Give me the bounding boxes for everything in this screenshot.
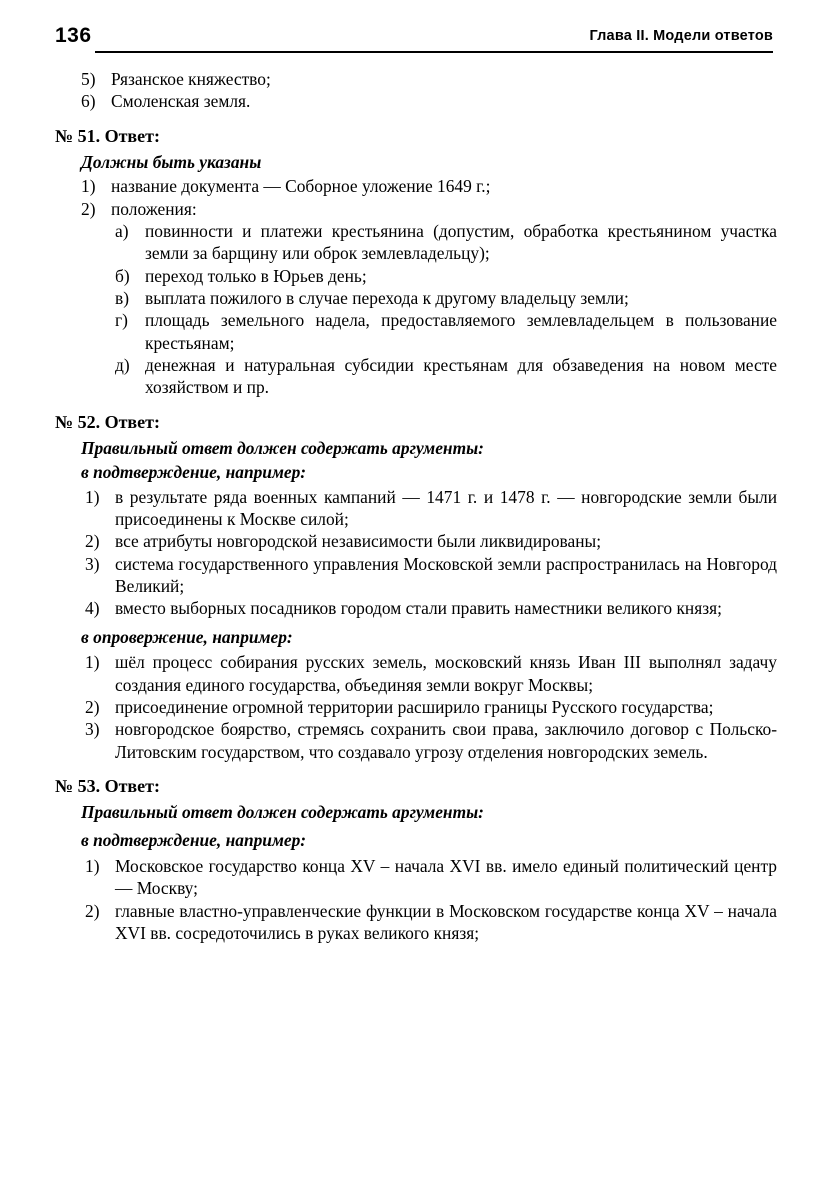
list-marker: 1) xyxy=(85,486,100,507)
list-item xyxy=(115,265,777,287)
list-item xyxy=(81,90,777,112)
list-marker: 1) xyxy=(81,176,96,197)
list-marker: 2) xyxy=(81,198,96,219)
list-item xyxy=(85,900,777,945)
list-item xyxy=(85,855,777,900)
list-item xyxy=(81,198,777,220)
list-marker: д) xyxy=(115,355,130,376)
list-marker: 5) xyxy=(81,69,96,89)
page-content xyxy=(55,68,777,944)
list-marker: б) xyxy=(115,265,130,286)
list-item xyxy=(85,696,777,718)
list-text: все атрибуты новгородской независимости были ликвидированы; xyxy=(115,531,602,552)
answer-52-subheading-1: Правильный ответ должен содержать аргументы: xyxy=(81,437,484,458)
list-text: Рязанское княжество; xyxy=(111,69,271,89)
list-text: повинности и платежи крестьянина (допустим, обработка крестьянином участка земли за барщину или оброк землевладельцу); xyxy=(145,220,777,264)
list-marker: 1) xyxy=(85,855,100,876)
list-text: Смоленская земля. xyxy=(111,91,251,112)
list-text: новгородское боярство, стремясь сохранить свои права, заключило договор с Польско-Литовским государством, что создавало угрозу отделения новгородских земель. xyxy=(115,719,777,762)
list-text: положения: xyxy=(111,198,197,219)
answer-heading-53: № 53. Ответ: xyxy=(55,775,160,796)
list-marker: 4) xyxy=(85,598,100,619)
list-text: выплата пожилого в случае перехода к другому владельцу земли; xyxy=(145,288,629,308)
page-header xyxy=(55,24,773,58)
list-marker: 2) xyxy=(85,696,100,717)
list-text: денежная и натуральная субсидии крестьянам для обзаведения на новом месте хозяйством и пр. xyxy=(145,355,777,398)
answer-52-subheading-2: в подтверждение, например: xyxy=(81,462,307,483)
list-item xyxy=(115,354,777,399)
list-text: шёл процесс собирания русских земель, московский князь Иван III выполнял задачу создания единого государства, объединяя земли вокруг Москвы; xyxy=(115,652,777,695)
list-marker: 6) xyxy=(81,91,96,112)
answer-53-subheading-1: Правильный ответ должен содержать аргументы: xyxy=(81,802,484,823)
list-text: система государственного управления Московской земли распространилась на Новгород Великий; xyxy=(115,553,777,597)
list-item xyxy=(85,486,777,531)
header-divider xyxy=(95,51,773,53)
answer-heading-51: № 51. Ответ: xyxy=(55,125,160,146)
list-marker: в) xyxy=(115,288,130,308)
list-marker: 3) xyxy=(85,553,100,574)
list-text: Московское государство конца XV – начала XVI вв. имело единый политический центр — Москву; xyxy=(115,855,777,899)
answer-52-subheading-3: в опровержение, например: xyxy=(81,626,293,647)
list-item xyxy=(85,597,777,619)
list-item xyxy=(85,651,777,696)
list-text: площадь земельного надела, предоставляемого землевладельцем в пользование крестьянам; xyxy=(145,310,777,353)
list-marker: 3) xyxy=(85,719,100,740)
list-marker: 2) xyxy=(85,531,100,552)
list-item xyxy=(115,287,777,309)
list-text: название документа — Соборное уложение 1649 г.; xyxy=(111,176,491,197)
list-text: присоединение огромной территории расширило границы Русского государства; xyxy=(115,696,714,717)
list-item xyxy=(85,530,777,552)
list-item xyxy=(81,175,777,197)
list-item xyxy=(81,68,777,90)
list-text: в результате ряда военных кампаний — 1471 г. и 1478 г. — новгородские земли были присоединены к Москве силой; xyxy=(115,486,777,529)
page-number: 136 xyxy=(55,24,92,47)
list-marker: 2) xyxy=(85,900,100,921)
list-text: переход только в Юрьев день; xyxy=(145,265,367,286)
list-text: главные властно-управленческие функции в Московском государстве конца XV – начала XVI вв. сосредоточились в руках великого князя; xyxy=(115,900,777,943)
answer-heading-52: № 52. Ответ: xyxy=(55,411,160,432)
list-marker: г) xyxy=(115,310,128,331)
list-item xyxy=(85,553,777,598)
answer-51-subheading: Должны быть указаны xyxy=(81,151,262,172)
answer-53-subheading-2: в подтверждение, например: xyxy=(81,830,307,851)
list-item xyxy=(115,220,777,265)
chapter-title: Глава II. Модели ответов xyxy=(589,28,773,44)
list-marker: а) xyxy=(115,220,129,241)
list-text: вместо выборных посадников городом стали править наместники великого князя; xyxy=(115,598,722,619)
list-item xyxy=(115,309,777,354)
list-marker: 1) xyxy=(85,652,100,673)
list-item xyxy=(85,718,777,763)
